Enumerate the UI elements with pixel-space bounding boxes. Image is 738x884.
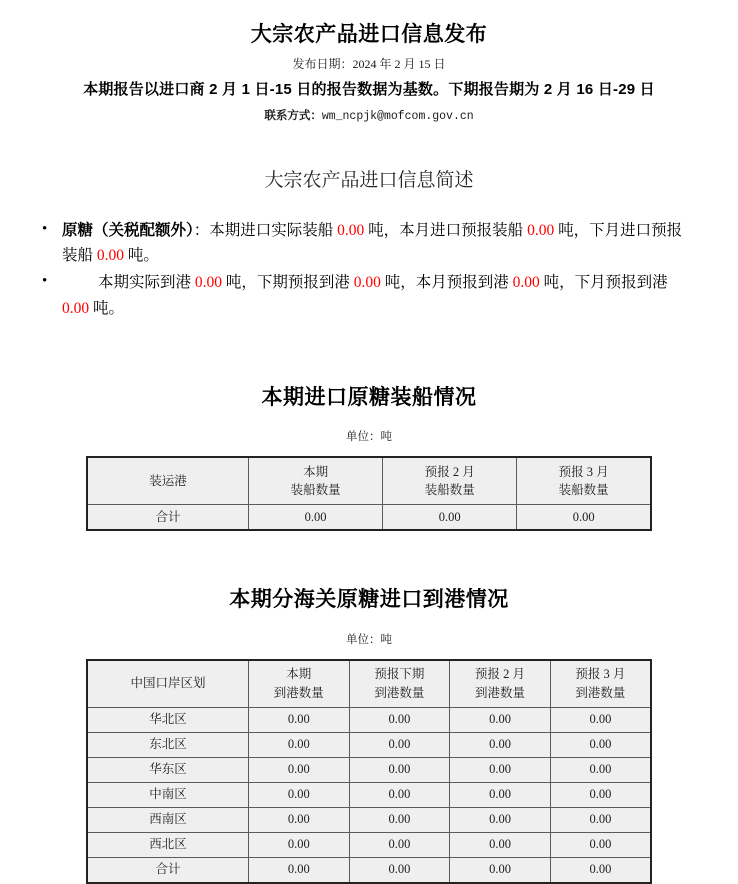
column-header — [450, 660, 551, 708]
shipment-heading: 本期进口原糖装船情况 — [261, 385, 477, 409]
column-header-line2: 到港数量 — [273, 685, 324, 700]
summary-text: 吨。 — [124, 247, 159, 265]
summary-item-colon: ： — [193, 222, 210, 240]
arrival-table — [86, 659, 652, 884]
column-header-line1: 预报 2 月 — [475, 667, 526, 682]
cell-value: 0.00 — [450, 832, 551, 857]
summary-text: 本期进口实际装船 — [209, 222, 338, 240]
summary-value: 0.00 — [62, 299, 90, 317]
summary-text: 吨，下月进口预报装船 — [62, 222, 683, 265]
summary-value: 0.00 — [194, 274, 223, 292]
summary-text: 吨，下月预报到港 — [539, 274, 668, 292]
cell-value: 0.00 — [349, 732, 450, 757]
row-label: 西南区 — [87, 807, 249, 832]
row-label: 华北区 — [87, 707, 249, 732]
cell-value: 0.00 — [349, 807, 450, 832]
column-header — [87, 457, 249, 505]
column-header-line1: 中国口岸区划 — [130, 676, 206, 691]
cell-value: 0.00 — [249, 505, 383, 531]
column-header-line1: 预报 2 月 — [424, 464, 475, 479]
shipment-table — [86, 456, 652, 531]
cell-value: 0.00 — [383, 505, 517, 531]
arrival-heading: 本期分海关原糖进口到港情况 — [229, 588, 509, 612]
cell-value: 0.00 — [550, 807, 651, 832]
cell-value: 0.00 — [249, 757, 350, 782]
cell-value: 0.00 — [550, 732, 651, 757]
cell-value: 0.00 — [550, 757, 651, 782]
summary-text: 吨。 — [89, 299, 125, 317]
table-row — [87, 782, 651, 807]
table-header-row — [87, 660, 651, 708]
cell-value: 0.00 — [517, 505, 651, 531]
table-row — [87, 732, 651, 757]
arrival-table-wrap — [0, 659, 738, 884]
column-header — [550, 660, 651, 708]
cell-value: 0.00 — [249, 832, 350, 857]
summary-text: 吨，本月进口预报装船 — [364, 222, 528, 240]
publish-date: 发布日期：2024 年 2 月 15 日 — [292, 57, 446, 72]
table-header-row — [87, 457, 651, 505]
column-header — [249, 457, 383, 505]
summary-bullet-list — [0, 218, 738, 320]
table-row — [87, 857, 651, 883]
column-header-line1: 预报下期 — [374, 667, 425, 682]
summary-section — [0, 165, 738, 320]
cell-value: 0.00 — [349, 832, 450, 857]
column-header-line1: 装运港 — [149, 474, 187, 489]
contact-line — [0, 107, 738, 123]
column-header — [517, 457, 651, 505]
summary-value: 0.00 — [353, 274, 381, 292]
cell-value: 0.00 — [349, 857, 450, 883]
column-header — [349, 660, 450, 708]
cell-value: 0.00 — [249, 782, 350, 807]
cell-value: 0.00 — [349, 757, 450, 782]
column-header-line2: 装船数量 — [424, 483, 475, 498]
cell-value: 0.00 — [249, 707, 350, 732]
column-header-line2: 到港数量 — [475, 685, 526, 700]
table-row — [87, 832, 651, 857]
contact-email: wm_ncpjk@mofcom.gov.cn — [321, 110, 474, 124]
cell-value: 0.00 — [450, 757, 551, 782]
column-header-line2: 到港数量 — [374, 685, 425, 700]
cell-value: 0.00 — [450, 782, 551, 807]
summary-bullet-item — [62, 218, 696, 268]
column-header — [249, 660, 350, 708]
column-header-line2: 装船数量 — [558, 483, 609, 498]
cell-value: 0.00 — [450, 707, 551, 732]
column-header — [87, 660, 249, 708]
arrival-unit-note: 单位：吨 — [346, 633, 392, 646]
cell-value: 0.00 — [550, 832, 651, 857]
cell-value: 0.00 — [249, 857, 350, 883]
summary-text: 吨，下期预报到港 — [222, 274, 354, 292]
cell-value: 0.00 — [349, 782, 450, 807]
row-label: 东北区 — [87, 732, 249, 757]
summary-value: 0.00 — [337, 222, 365, 240]
cell-value: 0.00 — [349, 707, 450, 732]
summary-value: 0.00 — [96, 247, 125, 265]
table-row — [87, 757, 651, 782]
row-label: 华东区 — [87, 757, 249, 782]
summary-value: 0.00 — [527, 222, 555, 240]
cell-value: 0.00 — [550, 857, 651, 883]
summary-heading: 大宗农产品进口信息简述 — [264, 170, 474, 192]
summary-value: 0.00 — [512, 274, 540, 292]
summary-text: 本期实际到港 — [98, 274, 195, 292]
row-label: 西北区 — [87, 832, 249, 857]
shipment-table-wrap — [0, 456, 738, 531]
report-period-note: 本期报告以进口商 2 月 1 日-15 日的报告数据为基数。下期报告期为 2 月 16 日-29 日 — [83, 81, 655, 99]
row-label: 合计 — [87, 857, 249, 883]
table-row — [87, 505, 651, 531]
row-label: 中南区 — [87, 782, 249, 807]
cell-value: 0.00 — [450, 857, 551, 883]
summary-bullet-item — [62, 270, 696, 320]
cell-value: 0.00 — [249, 807, 350, 832]
cell-value: 0.00 — [450, 732, 551, 757]
column-header-line2: 装船数量 — [290, 483, 341, 498]
column-header-line1: 本期 — [286, 667, 312, 682]
table-row — [87, 807, 651, 832]
cell-value: 0.00 — [550, 782, 651, 807]
row-label: 合计 — [87, 505, 249, 531]
shipment-unit-note: 单位：吨 — [346, 431, 392, 444]
column-header-line1: 预报 3 月 — [558, 464, 609, 479]
cell-value: 0.00 — [249, 732, 350, 757]
shipment-section — [0, 381, 738, 531]
column-header-line2: 到港数量 — [575, 685, 626, 700]
column-header — [383, 457, 517, 505]
page-title: 大宗农产品进口信息发布 — [250, 23, 488, 46]
document-header — [0, 22, 738, 123]
summary-item-label: 原糖（关税配额外） — [62, 222, 194, 240]
arrival-section — [0, 583, 738, 883]
column-header-line1: 预报 3 月 — [575, 667, 626, 682]
cell-value: 0.00 — [550, 707, 651, 732]
contact-label: 联系方式： — [264, 110, 322, 123]
summary-text: 吨，本月预报到港 — [380, 274, 513, 292]
cell-value: 0.00 — [450, 807, 551, 832]
table-row — [87, 707, 651, 732]
column-header-line1: 本期 — [303, 464, 329, 479]
